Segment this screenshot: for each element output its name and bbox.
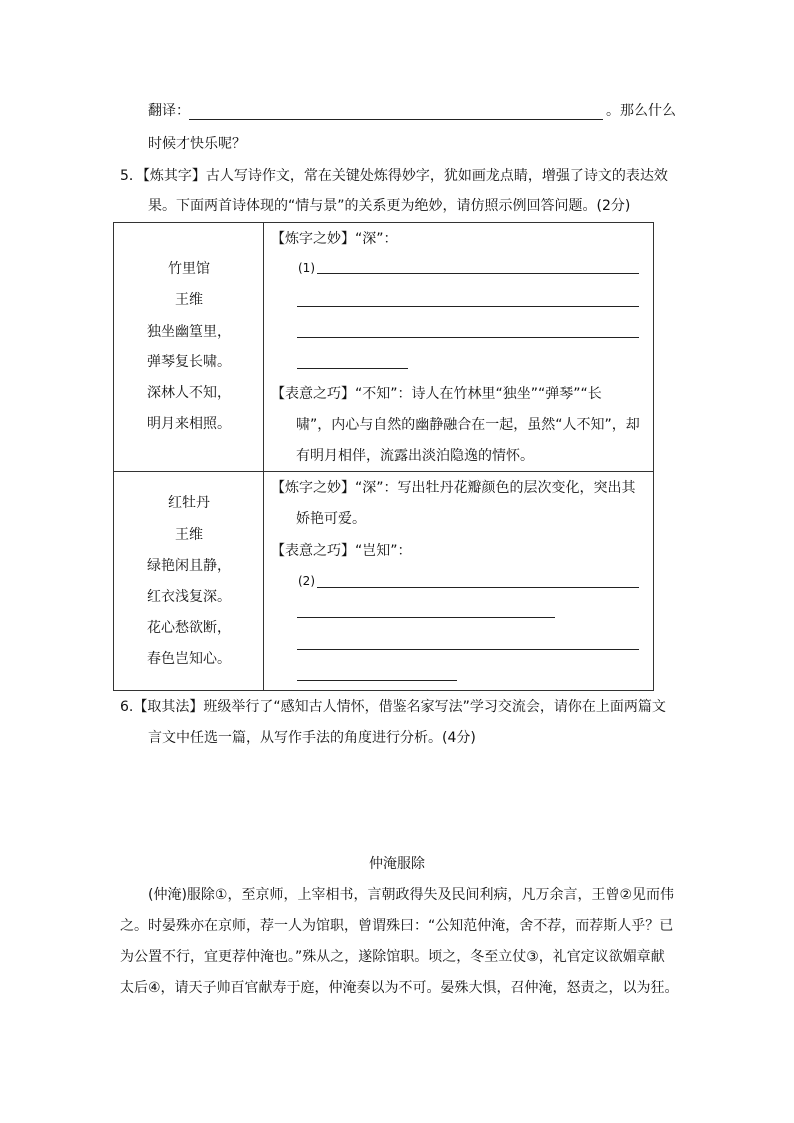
q5-line2: 果。下面两首诗体现的“情与景”的关系更为绝妙，请仿照示例回答问题。(2分) — [148, 198, 631, 214]
translation-continuation: 时候才快乐呢？ — [148, 136, 246, 152]
poem1-title: 竹里馆 — [168, 261, 210, 277]
passage-line-1: (仲淹)服除①，至京师，上宰相书，言朝政得失及民间利病，凡万余言，王曾②见而伟 — [148, 887, 675, 903]
q5-line1: 5．【炼其字】古人写诗作文，常在关键处炼得妙字，犹如画龙点睛，增强了诗文的表达效 — [120, 168, 668, 184]
poem2-lianzi-line1: 【炼字之妙】“深”：写出牡丹花瓣颜色的层次变化，突出其 — [271, 480, 636, 496]
poem2-line-4: 春色岂知心。 — [147, 651, 231, 667]
poem1-line-1: 独坐幽篁里， — [147, 324, 231, 340]
poem1-line-3: 深林人不知， — [147, 385, 231, 401]
translation-blank[interactable] — [189, 119, 603, 120]
poem1-biaoyi-line2: 啸”，内心与自然的幽静融合在一起，虽然“人不知”，却 — [296, 417, 640, 433]
passage-line-2: 之。时晏殊亦在京师，荐一人为馆职，曾谓殊曰：“公知范仲淹，舍不荐，而荐斯人乎？已 — [120, 918, 674, 934]
table-row-divider — [113, 471, 653, 472]
poem2-lianzi-line2: 娇艳可爱。 — [296, 511, 366, 527]
translation-label: 翻译： — [148, 103, 190, 119]
passage-line-4: 太后④，请天子帅百官献寿于庭，仲淹奏以为不可。晏殊大惧，召仲淹，怒责之，以为狂。 — [120, 980, 679, 996]
poem1-answer-line-3[interactable] — [297, 337, 639, 338]
poem1-answer-line-2[interactable] — [297, 306, 639, 307]
poem2-line-3: 花心愁欲断， — [147, 620, 231, 636]
poem1-lianzi-label: 【炼字之妙】“深”： — [271, 231, 398, 247]
poem2-title: 红牡丹 — [168, 495, 210, 511]
poem2-line-2: 红衣浅复深。 — [147, 589, 231, 605]
q6-line2: 言文中任选一篇，从写作手法的角度进行分析。(4分) — [148, 730, 476, 746]
poem1-biaoyi-line3: 有明月相伴，流露出淡泊隐逸的情怀。 — [296, 448, 534, 464]
poem1-biaoyi-line1: 【表意之巧】“不知”：诗人在竹林里“独坐”“弹琴”“长 — [271, 386, 602, 402]
poem2-author: 王维 — [175, 527, 203, 543]
poem2-answer-line-3[interactable] — [297, 649, 639, 650]
poem1-line-4: 明月来相照。 — [147, 416, 231, 432]
passage-title: 仲淹服除 — [369, 856, 425, 872]
poem1-blank-number: (1) — [298, 261, 315, 275]
passage-line-3: 为公置不行，宜更荐仲淹也。”殊从之，遂除馆职。顷之，冬至立仗③，礼官定议欲媚章献 — [120, 949, 665, 965]
poem1-line-2: 弹琴复长啸。 — [147, 354, 231, 370]
poem2-blank-number: (2) — [298, 574, 315, 588]
poem1-answer-line-1[interactable] — [317, 273, 639, 274]
poem2-line-1: 绿艳闲且静， — [147, 558, 231, 574]
poem2-answer-line-1[interactable] — [317, 587, 639, 588]
poem2-biaoyi-label: 【表意之巧】“岂知”： — [271, 543, 412, 559]
q6-line1: 6.【取其法】班级举行了“感知古人情怀，借鉴名家写法”学习交流会，请你在上面两篇文 — [120, 699, 666, 715]
poem1-answer-line-4[interactable] — [297, 368, 408, 369]
poem2-answer-line-4[interactable] — [297, 680, 457, 681]
poem2-answer-line-2[interactable] — [297, 617, 555, 618]
translation-suffix: 。那么什么 — [606, 103, 676, 119]
poem1-author: 王维 — [175, 292, 203, 308]
